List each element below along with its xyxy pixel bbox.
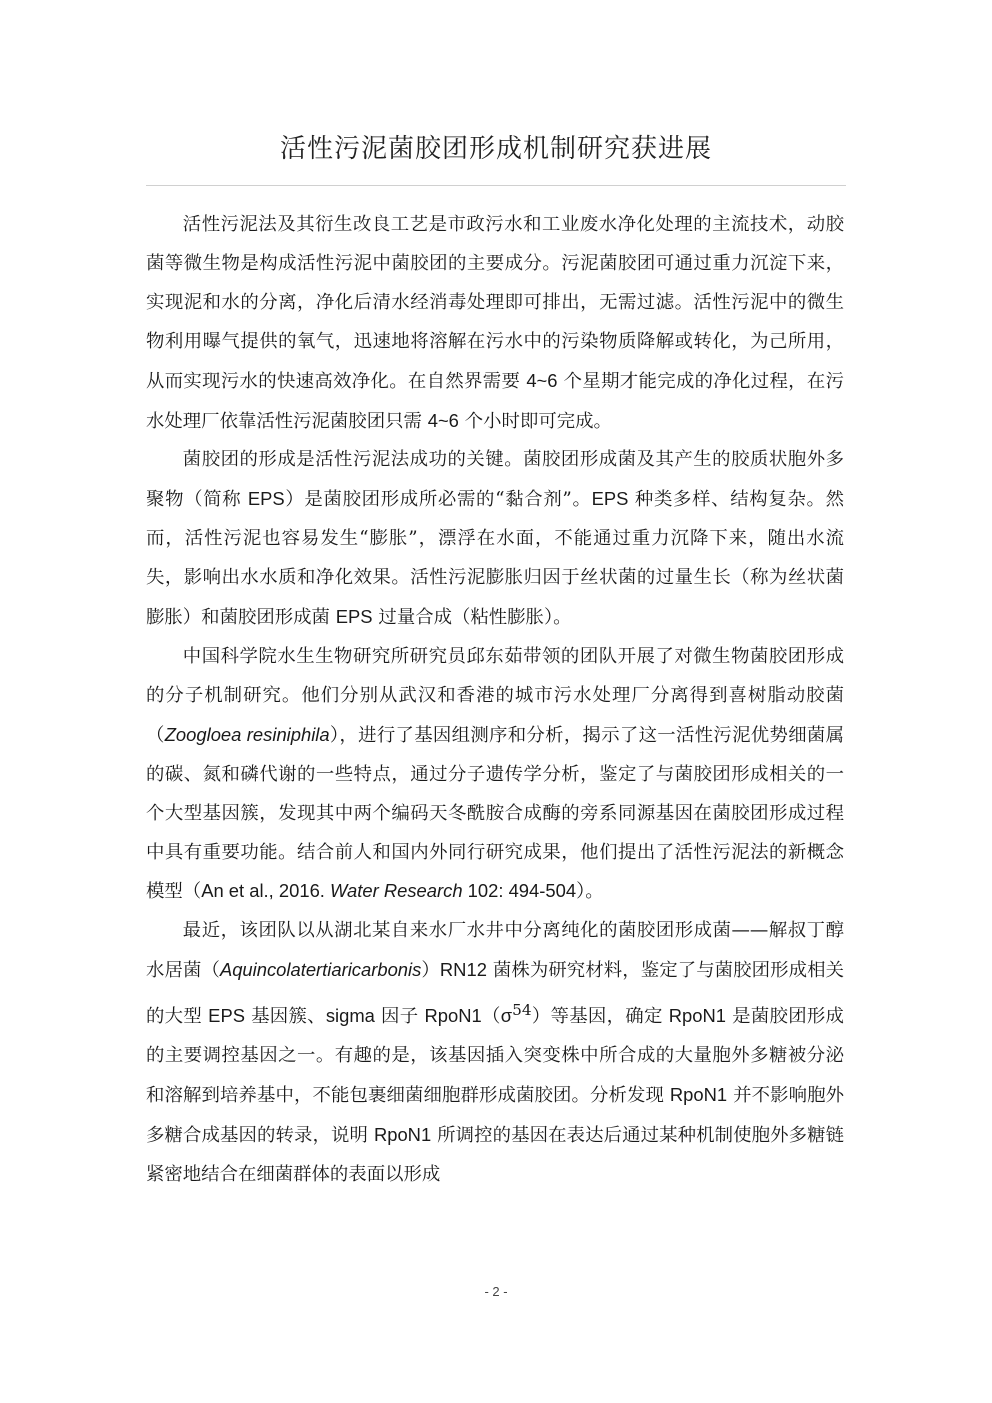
latin-term: RpoN1	[669, 1084, 728, 1106]
latin-term: sigma	[325, 1005, 375, 1027]
text-run: ）	[421, 960, 440, 982]
text-run: ），进行了基因组测序和分析，揭示了这一活性污泥优势细菌属的碳、氮和磷代谢的一些特点，通过分子遗传学分析，鉴定了与菌胶团形成相关的一个大型基因簇，发现其中两个编码天冬酰胺合成酶的旁系同源基因在菌胶团形成过程中具有重要功能。结合前人和国内外同行研究成果，他们提出了活性污泥法的新概念模型（	[146, 724, 844, 903]
text-run: 个小时即可完成。	[458, 410, 612, 432]
latin-term: 102: 494-504	[462, 880, 577, 902]
latin-term: σ	[500, 1005, 513, 1027]
text-run: 菌株为研究材料，鉴定了与菌胶团形成相关的大型	[146, 960, 844, 1028]
italic-term: Water Research	[330, 880, 463, 902]
text-run: 中国科学院水生生物研究所研究员邱东茹带领的团队开展了对微生物菌胶团形成的分子机制研究。他们分别从武汉和香港的城市污水处理厂分离得到喜树脂动胶菌（	[146, 645, 844, 746]
text-run: 菌胶团的形成是活性污泥法成功的关键。菌胶团形成菌及其产生的胶质状胞外多聚物（简称	[146, 449, 844, 511]
text-run: 是菌胶团形成的主要调控基因之一。有趣的是，该基因插入突变株中所合成的大量胞外多糖被分泌和溶解到培养基中，不能包裹细菌细胞群形成菌胶团。分析发现	[146, 1006, 844, 1107]
text-run: ）是菌胶团形成所必需的“黏合剂”。	[284, 489, 592, 511]
latin-term: RpoN1	[424, 1005, 482, 1027]
latin-term: EPS	[247, 488, 285, 510]
paragraph	[146, 912, 844, 1194]
text-run: 所调控的基因在表达后通过某种机制使胞外多糖链紧密地结合在细菌群体的表面以形成	[146, 1124, 844, 1185]
latin-term: RpoN1	[668, 1005, 727, 1027]
page-number: - 2 -	[484, 1284, 508, 1299]
paragraph	[146, 441, 844, 638]
text-run: 个星期才能完成的净化过程，在污水处理厂依靠活性污泥菌胶团只需	[146, 370, 844, 432]
italic-term: Zoogloea resiniphila	[164, 723, 330, 745]
paragraph	[146, 206, 844, 441]
latin-term: EPS	[335, 606, 373, 628]
article-body	[146, 206, 844, 1195]
text-run: 最近，该团队以从湖北某自来水厂水井中分离纯化的菌胶团形成菌——解叔丁醇水居菌（	[146, 920, 844, 982]
latin-term: EPS	[591, 488, 629, 510]
text-run: 并不影响胞外多糖合成基因的转录，说明	[146, 1085, 844, 1146]
latin-term: EPS	[208, 1005, 245, 1027]
latin-term: 4~6	[427, 409, 459, 431]
text-run: ）。	[576, 881, 604, 903]
text-run: 基因簇、	[244, 1006, 326, 1028]
latin-term: RN12	[439, 959, 487, 981]
latin-term: 4~6	[526, 369, 558, 391]
latin-term: RpoN1	[373, 1123, 432, 1145]
text-run: 因子	[374, 1006, 425, 1028]
page-title: 活性污泥菌胶团形成机制研究获进展	[279, 134, 712, 164]
italic-term: Aquincolatertiaricarbonis	[219, 959, 422, 981]
text-run: ）等基因，确定	[531, 1006, 669, 1028]
title-divider	[146, 185, 846, 186]
text-run: 过量合成（粘性膨胀）。	[372, 607, 572, 629]
paragraph	[146, 638, 844, 912]
latin-term: An et al., 2016.	[201, 880, 331, 902]
text-run: 活性污泥法及其衍生改良工艺是市政污水和工业废水净化处理的主流技术，动胶菌等微生物是构成活性污泥中菌胶团的主要成分。污泥菌胶团可通过重力沉淀下来，实现泥和水的分离，净化后清水经消毒处理即可排出，无需过滤。活性污泥中的微生物利用曝气提供的氧气，迅速地将溶解在污水中的污染物质降解或转化，为己所用，从而实现污水的快速高效净化。在自然界需要	[146, 214, 844, 392]
text-run: （	[481, 1006, 501, 1028]
text-run: 种类多样、结构复杂。然而，活性污泥也容易发生“膨胀”，漂浮在水面，不能通过重力沉降下来，随出水流失，影响出水水质和净化效果。活性污泥膨胀归因于丝状菌的过量生长（称为丝状菌膨胀）和菌胶团形成菌	[146, 489, 844, 629]
superscript: 54	[512, 1001, 532, 1020]
